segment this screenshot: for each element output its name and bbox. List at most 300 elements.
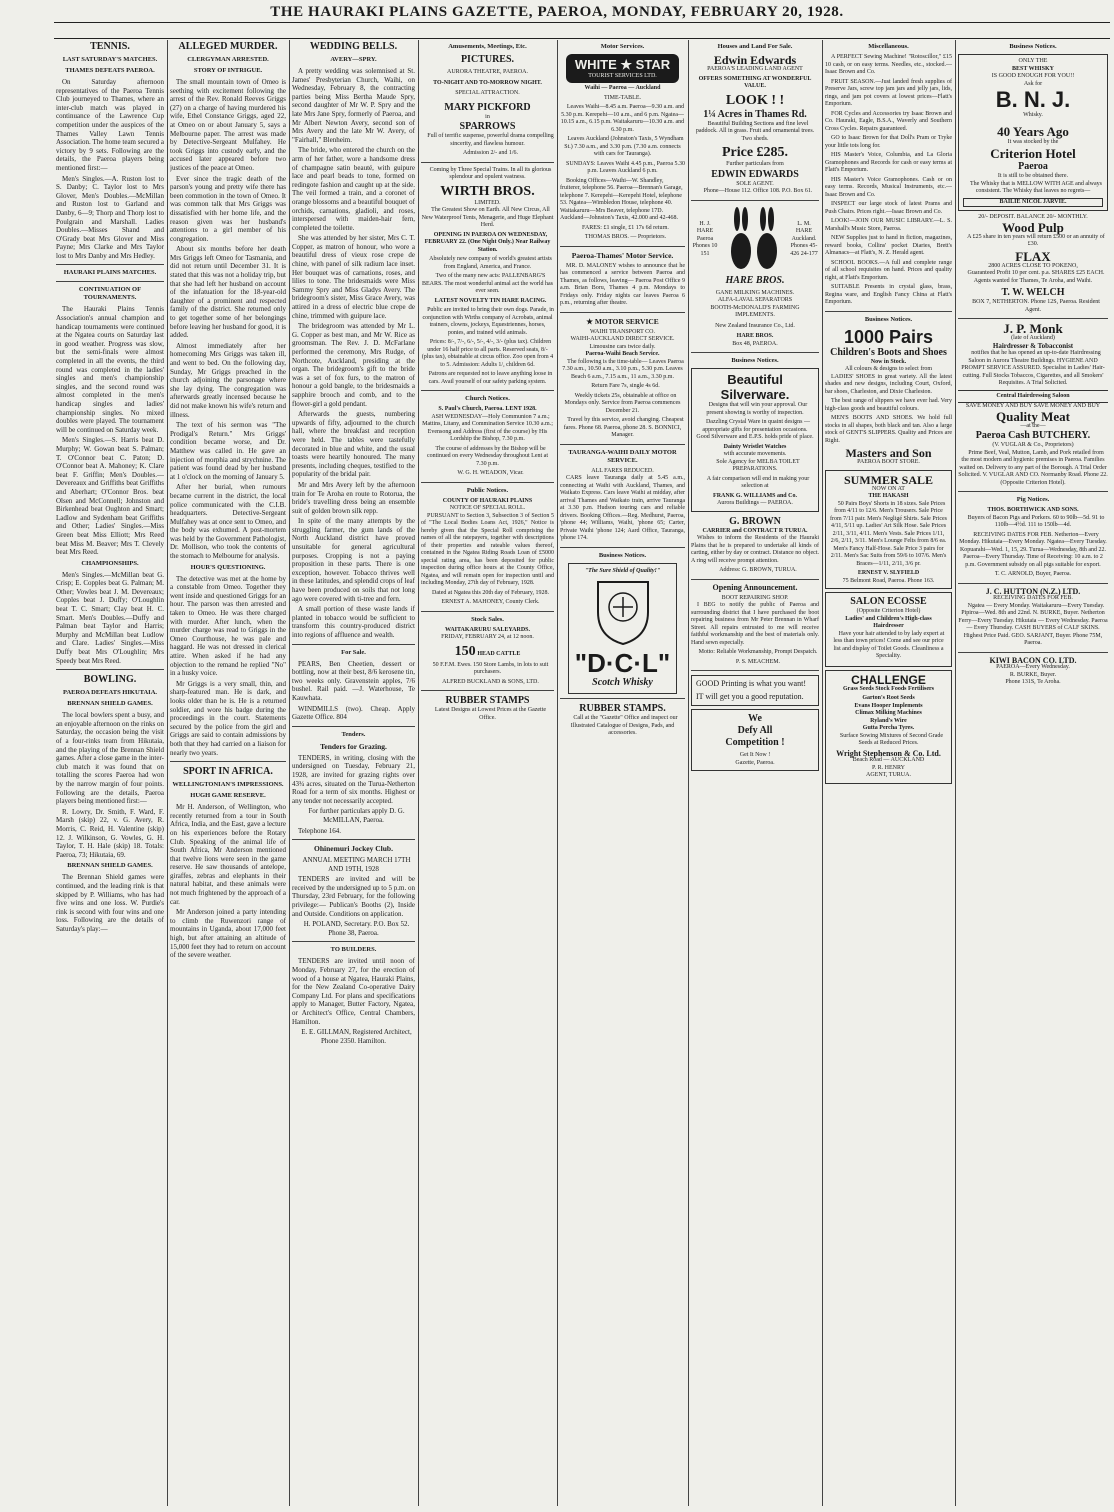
- ad-text: Ladies' and Children's High-class Hairdresser: [845, 615, 932, 629]
- subhead: STORY OF INTRIGUE.: [193, 67, 263, 74]
- ad-text: Absolutely new company of world's greatest artists from England, America, and France.: [429, 256, 552, 270]
- headline-wirth-bros: WIRTH BROS.: [440, 183, 535, 199]
- ad-text: Garton's Root Seeds: [862, 695, 915, 701]
- classified-ad: For further particulars apply D. G. McMILLAN, Paeroa.: [308, 807, 405, 824]
- classified-ad: FRUIT SEASON.—Just landed fresh supplies of Preserve Jars, screw top jam jars and jelly jars, lids, rings, and jam pot covers at lowest prices—Flatt's Emporium.: [825, 78, 952, 107]
- headline-rubber-stamps: RUBBER STAMPS.: [579, 703, 666, 714]
- ad-text: HARE BROS.: [736, 333, 774, 339]
- ad-text: OFFERS SOMETHING AT WONDERFUL VALUE.: [698, 75, 812, 89]
- headline-wedding-bells: WEDDING BELLS.: [309, 41, 398, 52]
- ad-text: "The Sure Shield of Quality!": [584, 567, 661, 574]
- article-text: About six months before her death Mrs Griggs left Omeo for Tasmania, and did not return until December 31. It is stated that this was not a holiday trip, but that she had left her husband on account of the infatuation for the 18-year-old daughter of a prominent and respected family of the district. She returned only to get together some of her belongings before leaving her husband for good, it is added.: [170, 245, 286, 340]
- ad-text: RECEIVING DATES FOR FEB. Netherton—Every Monday. Hikutaia—Every Monday. Ngatea—Every Tuesday. Kopuarahi—Wed. 1, 15, 29. Turua—Wednesday, 8th and 22. Paeroa—Every Thursday. Time of Receiving: 10 a.m. to 2 p.m. Government subsidy on all pigs suitable for export.: [959, 531, 1107, 568]
- ad-text: ASH WEDNESDAY—Holy Communion 7 a.m.; Mattins, Litany, and Commination Service 10.30 a.m.; Evensong and Address (first of the course) by His Lordship the Bishop, 7.30 p.m.: [422, 413, 553, 442]
- ad-text: Criterion Hotel: [990, 146, 1076, 161]
- article-text: Mr H. Anderson, of Wellington, who recently returned from a tour in South Africa, India, and the East, gave a lecture on his experiences before the Rotary Club. Speaking of the animal life of South Africa, Mr Anderson mentioned that twelve lions were seen in the game reserve. He saw thousands of antelope, giraffes, zebras and elephants in their natural habitat, and these animals were not much frightened by the approach of a car.: [170, 803, 286, 906]
- classified-ad: INSPECT our large stock of latest Prams and Push Chairs. Prices right.—Isaac Brown and Co.: [825, 201, 952, 215]
- ad-text: Children's Boots and Shoes: [830, 346, 947, 358]
- ad-text: I BEG to notify the public of Paeroa and surrounding district that I have purchased the boot repairing business from Mr Peter Brennan in Wharf Street. All repairs entrusted to me will receive faithful workmanship and the best of materials only. Hand sewn especially.: [691, 602, 819, 646]
- ad-text: A £25 share in ten years will return £500 or an annuity of £30.: [967, 233, 1105, 247]
- ad-text: —at the—: [1020, 422, 1046, 429]
- ad-text: WAIHI TRANSPORT CO.: [590, 328, 655, 335]
- ad-text: Motto: Reliable Workmanship, Prompt Despatch.: [698, 649, 818, 655]
- ad-text: THOS. BORTHWICK AND SONS.: [987, 507, 1079, 513]
- ad-text: IT will get you a good reputation.: [696, 692, 804, 701]
- section-business-notices: Business Notices.: [731, 357, 779, 364]
- article-text: Afterwards the guests, numbering upwards of fifty, adjourned to the church hall, where the breakfast and reception were held. The tables were tastefully decorated in blue and white, and the usual toasts were heartily honoured. The many presents, including cheques, testified to the popularity of the bridal pair.: [292, 410, 415, 479]
- headline-sport-africa: SPORT IN AFRICA.: [183, 766, 273, 778]
- ad-text: TO-NIGHT AND TO-MORROW NIGHT.: [433, 79, 542, 86]
- ad-text: PURSUANT to Section 3, Subsection 3 of Section 5 of "The Local Bodies Loans Act, 1926," Notice is hereby given that the Special Roll comprising the names of all the ratepayers, together with descriptions of their properties and rateable values thereof, contained in the Ngatea Riding Roads Loan of £5000 special rating area, has been deposited for public inspection during office hours at the County Office, Ngatea, and will remain open for inspection until and including Monday, 27th day of February, 1928.: [421, 512, 554, 586]
- column-wedding: [292, 40, 415, 1508]
- ad-film-title: SPARROWS: [459, 121, 516, 132]
- subhead: HUGH GAME RESERVE.: [190, 792, 266, 800]
- ad-text: Travel by this service, avoid changing. Cheapest fares. Phone 68. Paeroa, phone 28. S. BONNICI, Manager.: [563, 417, 684, 438]
- ad-text: TIME-TABLE.: [603, 94, 641, 101]
- ad-text: Coming by Three Special Trains. In all its glorious splendour and opulent vastness.: [429, 166, 552, 180]
- ad-text: Address: G. BROWN, TURUA.: [719, 567, 797, 573]
- classified-ad: SUITABLE Presents in crystal glass, brass, Regina ware, and English Fancy China at Flatt's Emporium.: [825, 284, 952, 305]
- ad-text: CARS leave Tauranga daily at 5.45 a.m., connecting at Waihi with Auckland, Thames, and Waikato Express. Cars leave Waihi at midday, after arrival Thames and Waikato train, arrive Tauranga at 3.30 p.m. Hudson touring cars and reliable drivers. Booking Offices.—Reg. Medhurst, Paeroa, 'phone 44; Williams, Waihi, 'phone 65; Carter, Private Waihi 'phone 124; Aard Office, Tauranga, 'phone 174.: [560, 475, 685, 541]
- ad-text: Further particulars from: [726, 161, 784, 167]
- ad-text: 1¼ Acres in Thames Rd.: [703, 108, 807, 120]
- ad-text: Now in Stock.: [870, 358, 907, 365]
- salon-ecosse-ad: [825, 592, 952, 667]
- ad-price: Price £285.: [721, 145, 789, 160]
- subhead: AVERY—SPRY.: [330, 56, 377, 63]
- star-icon: ★: [586, 316, 595, 326]
- ad-text: FLAX: [1015, 248, 1051, 264]
- ad-text: The following is the time-table— Leaves Paeroa 7.30 a.m., 10.50 a.m., 3.10 p.m., 5.30 p.m. Leaves Beach 6 a.m., 7.15 a.m., 11 a.m., 3.30 p.m.: [562, 358, 684, 380]
- ad-text: T. C. ARNOLD, Buyer, Paeroa.: [994, 571, 1072, 577]
- section-kicker: Motor Services.: [600, 43, 645, 50]
- ad-text: MEN'S BOOTS AND SHOES. We hold full stocks in all shapes, both black and tan. Also a large stock of GENT'S SLIPPERS. Quality and Prices are Right.: [825, 415, 952, 444]
- ad-text: MR. D. MALONEY wishes to announce that he has commenced a service between Paeroa and Thames, as follows, leaving— Paeroa Post Office 9 a.m. Brian Boru, Thames 4 p.m. Mondays to Fridays only. Friday nights car leaves Paeroa 6 p.m., returning after theatre.: [560, 262, 685, 306]
- article-text: Men's Singles.—McMillan beat G. Crisp; E. Copples beat G. Palman; M. Other; Vowles beat J. M. Devereaux; Copples beat J. Duffy; O'Loughlin beat T. C. Smart; Clay beat H. C. Smart. Men's Doubles.—Duffy and Palman beat Taylor and Harris; Murphy and McMillan beat Ludlow and Clare. Ladies' Singles.—Miss Duffy beat Mrs O'Loughlin; Mrs Speedy beat Mrs Reed.: [56, 570, 164, 665]
- ad-text: SPECIAL ATTRACTION.: [455, 90, 520, 96]
- ad-text: Hairdresser & Tobacconist: [992, 341, 1074, 350]
- article-text: The Brennan Shield games were continued, and the leading rink is that skipped by P. Williams, who has had five wins and one loss. W. Purdie's rink is second with four wins and one loss. Following are the details of Saturday's play:—: [56, 873, 164, 933]
- ad-text: Phone—House 112. Office 108. P.O. Box 61.: [703, 188, 813, 194]
- ad-text: Latest Designs at Lowest Prices at the Gazette Office.: [434, 707, 547, 721]
- ad-text: SUMMER SALE: [843, 472, 933, 487]
- ad-text: WAIHI-AUCKLAND DIRECT SERVICE.: [570, 336, 675, 342]
- ad-text: S. Paul's Church, Paeroa. LENT 1928.: [438, 406, 537, 412]
- section-kicker: Amusements, Meetings, Etc.: [448, 43, 527, 50]
- ad-text: 1000 Pairs: [843, 326, 934, 347]
- classified-ad: Telephone 164.: [298, 826, 342, 835]
- subhead: BRENNAN SHIELD GAMES.: [67, 700, 153, 708]
- article-text: A small portion of these waste lands if planted in tobacco would be sufficient to transform this country-produced district into regions of affluence and wealth.: [292, 605, 415, 639]
- ad-text: Leaves Waihi—8.45 a.m. Paeroa—9.30 a.m. and 5.30 p.m. Kerepehi—10 a.m., and 6 p.m. Ngatea—10.15 a.m., 6.15 p.m. Waitakaruru—10.30 a.m. and 6.30 p.m.: [560, 104, 685, 133]
- headline-edwin-edwards: Edwin Edwards: [713, 53, 797, 67]
- ad-text: Evans Hooper Implements: [854, 702, 923, 709]
- ad-text: PAEROA—Every Wednesday.: [996, 664, 1070, 670]
- subhead: PAEROA DEFEATS HIKUTAIA.: [62, 689, 158, 697]
- ad-text: New Zealand Insurance Co., Ltd.: [715, 322, 795, 329]
- ad-text: IS GOOD ENOUGH FOR YOU!!: [991, 73, 1075, 79]
- column-separator: [418, 40, 419, 1506]
- ad-text: Sole Agency for MELBA TOILET PREPARATIONS.: [716, 458, 800, 472]
- classified-ad: SCHOOL BOOKS.—A full and complete range of all school requisites on hand. Prices and quality right, at Flatt's Emporium.: [825, 259, 952, 281]
- ad-text: OPENING IN PAEROA ON WEDNESDAY, FEBRUARY 22. (One Night Only.) Near Railway Station.: [424, 231, 551, 253]
- challenge-seeds-ad: [825, 670, 952, 784]
- ad-brand: B. N. J.: [995, 87, 1071, 112]
- ad-text: Whisky.: [1023, 112, 1043, 118]
- ad-text: The Whisky that is MELLOW WITH AGE and always consistent. The Whisky that leaves no regrets—: [970, 180, 1102, 194]
- ad-text: with accurate movements.: [723, 451, 787, 457]
- headline-bowling: BOWLING.: [83, 674, 137, 686]
- ad-text: SALON ECOSSE: [850, 596, 927, 607]
- article-text: A pretty wedding was solemnised at St. James' Presbyterian Church, Waihi, on Wednesday, February 8, the contracting parties being Miss Bertha Maude Spry, second daughter of Mr W. P. Spry and the late Mrs Jane Spry, formerly of Paeroa, and Mr Albert Newton Avery, second son of Mrs Avery and the late Mr W. Avery, of "Fairhall," Blenheim.: [292, 67, 415, 144]
- classified-ad: FOR Cycles and Accessories try Isaac Brown and Co. Hauraki, Eagle, B.S.A., Waverly and Southern Cross Cycles. Repairs guaranteed.: [825, 110, 952, 132]
- headline-motor-service: [560, 317, 685, 326]
- article-text: The text of his sermon was "The Prodigal's Return." Mrs Griggs' condition became worse, and Dr. Matthew was called in. He gave an injection of morphia and strychnine. The patient was found dead by her husband at 1 o'clock on the morning of January 5.: [170, 421, 286, 481]
- ad-text: (Opposite Criterion Hotel): [856, 608, 921, 614]
- ad-text: P. R. HENRY: [871, 764, 905, 771]
- ad-text: Ngatea — Every Monday. Waitakaruru—Every Tuesday. Pipiroa—Wed. 8th and 22nd. N. BURKE, Buyer. Netherton Ferry—Every Tuesday. Hikutaia — Every Wednesday. Paeroa— Every Thursday. CASH BUYERS of CALF SKINS. Highest Price Paid. GEO. SARJANT, Buyer. Phone 75M, Paeroa.: [958, 602, 1108, 646]
- column-tennis: [56, 40, 164, 1508]
- ad-text: 2800 ACRES CLOSE TO POKENO,: [988, 262, 1078, 269]
- column-rule: [54, 38, 1110, 39]
- ad-text: The course of addresses by the Bishop will be continued on every Wednesday throughout Lent at 7.30 p.m.: [426, 445, 549, 467]
- ad-text: Buyers of Bacon Pigs and Porkers. 60 to 90lb—5d. 91 to 110lb—4½d. 111 to 150lb—4d.: [967, 514, 1105, 528]
- column-separator: [688, 40, 689, 1506]
- ad-text: Get It Now !: [739, 752, 771, 758]
- subhead: CLERGYMAN ARRESTED.: [187, 56, 269, 63]
- classified-ad: WINDMILLS (two). Cheap. Apply Gazette Office. 804: [292, 704, 415, 722]
- ad-text: Have your hair attended to by lady expert at less than town prices! Come and see our price list and display of Toilet Goods. Cleanliness a Speciality.: [833, 630, 945, 659]
- ad-text: HEAD CATTLE: [477, 650, 521, 657]
- column-separator: [822, 40, 823, 1506]
- ad-text: LADIES' SHOES in great variety. All the latest shades and new designs, including Court, Oxford, bar shoes, Charleston, and Dixie Charleston.: [825, 373, 952, 395]
- ad-text: GOOD Printing is what you want!: [696, 679, 806, 688]
- hares-logo-icon: [723, 205, 785, 275]
- ad-text: AURORA THEATRE, PAEROA.: [446, 69, 528, 75]
- boots-shoes-ad: [825, 327, 952, 374]
- ad-text: NOW ON AT: [872, 485, 905, 492]
- ad-text: RECEIVING DATES FOR FEB.: [993, 595, 1073, 601]
- subhead: WELLINGTONIAN'S IMPRESSIONS.: [172, 781, 284, 789]
- logo-text: WHITE ★ STAR: [574, 57, 671, 72]
- ad-text: Wishes to inform the Residents of the Hauraki Plains that he is prepared to undertake all kinds of carting, either by day or contract. Distance no object. A ring will receive prompt attention.: [691, 535, 819, 564]
- ad-text: R. BURKE, Buyer.: [1009, 671, 1057, 678]
- section-kicker: Business Notices.: [1009, 43, 1057, 50]
- ad-text: FRIDAY, FEBRUARY 24, at 12 noon.: [441, 634, 534, 640]
- ad-brand: "D·C·L": [574, 648, 671, 678]
- subhead: CONTINUATION OF TOURNAMENTS.: [78, 286, 142, 302]
- classified-ad: HIS Master's Voice, Columbia, and La Gloria Gramophones and Records for cash or easy terms at Flatt's Emporium.: [825, 152, 952, 173]
- ad-text: 50 F.F.M. Ewes. 150 Store Lambs, in lots to suit purchasers.: [432, 661, 549, 675]
- ad-text: PAEROA'S LEADING LAND AGENT: [707, 66, 803, 72]
- ad-text: EDWIN EDWARDS: [711, 168, 799, 180]
- section-business-notices: Business Notices.: [598, 551, 647, 559]
- competition-ad: [691, 709, 819, 771]
- article-text: Mr and Mrs Avery left by the afternoon train for Te Aroha en route to Rotorua, the bride's travelling dress being an ensemble suit of golden brown silk repp.: [292, 480, 415, 515]
- classified-ad: TENDERS are invited and will be received by the undersigned up to 5 p.m. on Thursday, 23rd February, for the following privilege:— Publican's Booths (2), Inside and Outside. Conditions on application.: [292, 875, 415, 918]
- ad-text: BAILIE NICOL JARVIE.: [963, 198, 1103, 208]
- classified-ad: A PERFECT Sewing Machine! "Rotoscillor," £15 10 cash, or on easy terms. Needles, etc., stocked.—Isaac Brown and Co.: [825, 54, 952, 75]
- section-business-notices: Business Notices.: [864, 315, 913, 323]
- headline-rubber-stamps: RUBBER STAMPS: [445, 695, 530, 706]
- ad-text: Beach Road — AUCKLAND: [852, 757, 925, 763]
- ad-text: KIWI BACON CO. LTD.: [989, 655, 1077, 665]
- ad-text: Dated at Ngatea this 20th day of February, 1928.: [432, 589, 549, 596]
- ad-text: Masters and Son: [845, 446, 932, 460]
- ad-text: PAEROA BOOT STORE.: [857, 459, 920, 465]
- article-text: Mr Anderson joined a party intending to climb the Ruwenzori range of mountains in Uganda, about 17,000 feet high, but after attaining an altitude of 15,000 feet they had to return on account of the severe weather.: [170, 908, 286, 960]
- white-star-logo: [566, 54, 679, 83]
- article-text: Men's Singles.—S. Harris beat D. Murphy; W. Gowan beat S. Palman; T. O'Connor beat C. Paton; D. O'Connor beat A. Mahoney; K. Clare beat F. Griffin; Men's Doubles.—Devereaux and Griffiths beat Griffiths and Aberhart; O'Connor Bros. beat Olsen and McConnell; Johnston and Birkenhead beat Oughton and Smart; Ladlow and Sydenham beat Griffiths and Other; Ladies' Singles.—Miss Green beat Miss Elliott; Mrs Reed beat Miss M. Beaver; Mrs T. Clevely beat Mrs Reed.: [56, 436, 164, 557]
- ad-text: P. S. MEACHEM.: [735, 658, 781, 665]
- column-amusements: [421, 40, 554, 1508]
- classified-ad: H. POLAND, Secretary. P.O. Box 52. Phone 38, Paeroa.: [303, 920, 410, 937]
- headline-tauranga-waihi: TAURANGA-WAIHI DAILY MOTOR SERVICE.: [568, 448, 677, 464]
- section-public-notices: Public Notices.: [466, 486, 509, 494]
- ad-text: COUNTY OF HAURAKI PLAINS: [442, 497, 533, 504]
- ad-text: FARES: £1 single, £1 17s 6d return.: [582, 224, 669, 231]
- ad-text: Gutta Percha Tyres.: [862, 725, 915, 731]
- summer-sale-ad: [825, 470, 952, 590]
- section-tenders: Tenders.: [341, 730, 366, 738]
- column-murder: [170, 40, 286, 1508]
- headline-paeroa-thames: Paeroa-Thames' Motor Service.: [571, 250, 674, 260]
- ad-text: 150: [454, 643, 476, 659]
- ad-text: THE HAKASH: [868, 493, 909, 499]
- ad-text: Call at the "Gazette" Office and inspect our Illustrated Catalogue of Designs, Pads, and accessories.: [570, 715, 678, 736]
- ad-text: SAVE MONEY AND BUY SAVE MONEY AND BUY: [965, 403, 1101, 409]
- column-houses-land: [691, 40, 819, 1508]
- ad-text: Beautiful Silverware.: [720, 372, 790, 402]
- classified-ad: TENDERS are invited until noon of Monday, February 27, for the erection of wood of a house at Ngatea, Hauraki Plains, for the New Zealand Co-operative Dairy Company Ltd. For plans and specifications apply to Manager, Butter Factory, Ngatea, or Architect's Office, Central Chambers, Hamilton.: [292, 957, 415, 1026]
- ad-text: The Greatest Show on Earth. All New Circus, All New Waterproof Tents, Menagerie, and Huge Elephant Herd.: [421, 207, 554, 228]
- ad-text: A fair comparison will end in making your selection at: [706, 475, 810, 489]
- ad-text: Surface Sowing Mixtures of Second Grade Seeds at Reduced Prices.: [839, 732, 944, 746]
- classified-ad: HIS Master's Voice Gramophones. Cash or on easy terms. Records, Musical Instruments, etc.—Isaac Brown and Co.: [825, 176, 952, 198]
- subhead: THAMES DEFEATS PAEROA.: [65, 67, 155, 74]
- ad-text: Wright Stephenson & Co. Ltd.: [836, 748, 941, 758]
- ad-text: Ryland's Wire: [870, 717, 907, 724]
- headline-jockey-club: Ohinemuri Jockey Club.: [314, 844, 393, 854]
- dcl-whisky-ad: [568, 563, 677, 695]
- ad-text: The best range of slippers we have ever had. Very high-class goods and beautiful colours.: [825, 398, 952, 412]
- printing-ad: [691, 675, 819, 706]
- ad-text: BEST WHISKY: [1012, 65, 1054, 72]
- classified-ad: PEARS, Ben Cheetien, dessert or bottling, now at their best, 8/6 kerosene tin, two weeks only. Gravenstein apples, 7/6 bushel. Rail paid. —J. Waterhouse, Te Kauwhata.: [292, 659, 415, 702]
- masthead: THE HAURAKI PLAINS GAZETTE, PAEROA, MONDAY, FEBRUARY 20, 1928.: [270, 4, 844, 20]
- ad-text: Beautiful Building Sections and fine level paddock. All in grass. Fruit and ornamental trees. Two sheds.: [695, 120, 815, 142]
- ad-text: Booking Offices—Waihi—W. Shandley, fruiterer, telephone 56. Paeroa—Brennan's Garage, telephone 7. Kerepehi—Kerepehi Hotel, telephone 53. Ngatea—Wimbledon House, telephone 40. Waitakaruru—Mrs Beaver, telephone 17D. Auckland—Johnston's Taxis, 42.000 and 42-468.: [560, 177, 683, 221]
- ad-text: Box 48, PAEROA.: [732, 340, 778, 347]
- ad-text: Admission 2/- and 1/6.: [463, 150, 518, 156]
- article-text: The bridegroom was attended by Mr L. G. Copper as best man, and Mr W. Rice as groomsman. The Rev. J. D. McFarlane performed the ceremony, Mrs Rudge, of Northcote, Auckland, presiding at the organ. The bridegroom's gift to the bride was a set of fox furs, to the matron of honour a gold bangle, to the bridesmaids a sapphire brooch and comb, and to the flower-girl a gold pendant.: [292, 322, 415, 408]
- masthead-rule: [54, 22, 1110, 23]
- column-motor-services: [560, 40, 685, 1508]
- ad-text: Public are invited to bring their own dogs. Parade, in conjunction with Wirths company of Acrobats, animal trainers, clowns, jockeys, Equestriennes, horses, ponies, and trained wild animals.: [422, 307, 554, 336]
- ad-text: 75 Belmont Road, Paeroa. Phone 163.: [842, 577, 935, 584]
- classified-ad: NEW Supplies just to hand in fiction, magazines, reward books, Collins' pocket Diaries, Brett's Almanacs—at Flatt's, N. Z. Herald agent.: [825, 235, 952, 256]
- ad-text: Central Hairdressing Saloon: [958, 390, 1108, 404]
- section-for-sale: For Sale.: [341, 648, 366, 656]
- ad-text: L. M. HARE Auckland. Phones 45-426 24-177: [790, 220, 818, 257]
- article-text: Ever since the tragic death of the parson's young and pretty wife there has been commotion in the town of Omeo. It was common talk that Mrs Griggs was dissatisfied with her home life, and the reason given was her husband's attentions to a girl member of his congregation.: [170, 174, 286, 243]
- ad-text: Grass Seeds Stock Foods Fertilisers: [843, 685, 934, 692]
- ad-text: Climax Milking Machines: [855, 710, 922, 716]
- ad-text: 50 Pairs Boys' Shorts in 18 sizes. Sale Prices from 4/11 to 12/6. Men's Trousers. Sale Price from 7/11 pair. Men's Negligé Shirts. Sale Prices 4/11, 5/11 up. Ladies' Art Silk Hose. Sale Prices 2/11, 3/11, 4/11. Men's Vests. Sale Prices 1/11, 2/6, 2/11, 3/11. Men's Lounge Felts from 8/6 ea. Men's Fancy Half-Hose. Sale Price 3 pairs for 2/11. Men's Sac Suits from 59/6 to 107/6. Men's Braces—1/11, 2/11, 3/6 pr.: [830, 500, 948, 567]
- ad-text: Paeroa-Waihi Beach Service.: [585, 351, 660, 357]
- ad-text: Full of terrific suspense, powerful drama compelling sincerity, and flawless humour.: [427, 133, 554, 147]
- headline-alleged-murder: ALLEGED MURDER.: [178, 41, 278, 52]
- ad-text: 40 Years Ago: [997, 123, 1069, 139]
- ad-text: Wood Pulp: [1002, 219, 1064, 235]
- ad-text: All colours & designs to select from: [845, 366, 932, 372]
- ad-text: HARE BROS.: [725, 274, 785, 286]
- ad-text: CHALLENGE: [851, 672, 926, 687]
- ad-text: LATEST NOVELTY TIN HARE RACING.: [434, 297, 547, 304]
- ad-text: Designs that will win your approval. Our present showing is worthy of inspection.: [706, 402, 808, 416]
- ad-text: BOX 7, NETHERTON. Phone 12S, Paeroa. Resident Agent.: [972, 299, 1100, 313]
- ad-text: Patrons are requested not to leave anything loose in cars. Avail yourself of our safety parking system.: [428, 371, 553, 385]
- section-church: Church Notices.: [465, 395, 510, 402]
- subhead: CHAMPIONSHIPS.: [81, 559, 139, 567]
- subhead: LAST SATURDAY'S MATCHES.: [62, 56, 158, 63]
- column-miscellaneous: [825, 40, 952, 1508]
- article-text: Men's Singles.—A. Ruston lost to S. Danby; C. Taylor lost to Mrs Glover, Men's Doubles.—McMillan and Ruston lost to Garland and Danby, 6—9; Thorp and Thorp lost to Poulgrain and Marshall. Ladies Doubles.—Misses Shand and O'Grady beat Mrs Glover and Miss Payne; Mrs Clarke and Mrs Taylor lost to Mrs Danby and Mrs Hedley.: [56, 174, 164, 260]
- ad-text: Prime Beef, Veal, Mutton, Lamb, and Pork retailed from the most modern and hygienic premises in Paeroa. Families waited on. Delivery to any part of the Borough. A Trial Order Solicited. V. VUGLAR AND CO. Normanby Road. Phone 22. (Opposite Criterion Hotel).: [958, 449, 1108, 486]
- ad-text: Weekly tickets 25s, obtainable at office on Mondays only. Service from Paeroa commences December 21.: [564, 392, 681, 414]
- ad-text: Paeroa: [1018, 161, 1048, 172]
- ad-text: J. P. Monk: [1003, 321, 1063, 336]
- article-text: R. Lowry, Dr. Smith, F. Ward, F. Marsh (skip) 22, v. G. Avery, R. Morris, C. Reid, H. Valentine (skip) 12. J. Wilkinson, G. Vowles, G. H. Taylor, T. H. Hale (skip) 18. Totals: Paeroa, 73; Hikutaia, 69.: [56, 807, 164, 859]
- ad-text: GANE MILKING MACHINES.: [715, 289, 795, 296]
- ad-text: Phone 131S, Te Aroha.: [1005, 679, 1061, 685]
- ad-text: FRANK G. WILLIAMS and Co.: [713, 492, 797, 499]
- article-text: The local bowlers spent a busy, and an enjoyable afternoon on the rinks on Saturday, the occasion being the visit of a four-rinks team from Hikutaia, and the playing of the Brennan Shield games. After a close game in the inter-club match it was found that on totalling the scores Paeroa had won by the narrow margin of four points. Following are the details, Paeroa players being mentioned first:—: [56, 711, 164, 806]
- ad-text: Limousine cars twice daily.: [589, 343, 656, 350]
- ad-text: LOOK ! !: [725, 92, 785, 108]
- ad-text: BOOT REPAIRING SHOP.: [721, 594, 789, 601]
- article-text: After her burial, when rumours became current in the district, the local police communicated with the C.I.B. headquarters. Detective-Sergeant Mulfahey was at once sent to Omeo, and the body was exhumed. A post-mortem was held by the Government Pathologist, Dr. Mollison, who took the contents of the stomach to Melbourne for analysis.: [170, 483, 286, 561]
- ad-text: SUNDAYS: Leaves Waihi 4.45 p.m., Paeroa 5.30 p.m. Leaves Auckland 6 p.m.: [566, 160, 685, 174]
- ad-text: It is still to be obtained there.: [997, 173, 1069, 179]
- headline-tenders-grazing: Tenders for Grazing.: [320, 741, 387, 751]
- ad-text: THOMAS BROS. — Proprietors.: [584, 234, 667, 240]
- article-text: Mr Griggs is a very small, thin, and sharp-featured man. He is dark, and looks older than he is. He is a returned soldier, and wore his badge during the proceedings in the court. Statements secured by the police from the girl and Griggs are said to contain admissions by both that they had carried on a liaison for nearly two years.: [170, 679, 286, 757]
- column-separator: [289, 40, 290, 1506]
- classified-ad: TENDERS, in writing, closing with the undersigned on Tuesday, February 21, 1928, are invited for grazing rights over 43¾ acres, situated on the Turua-Netherton Road for a term of six months. Highest or any tender not necessarily accepted.: [292, 753, 415, 805]
- classified-ad: GO to Isaac Brown for that Doll's Pram or Tryke your little tots long for.: [825, 135, 952, 149]
- headline-to-builders: TO BUILDERS.: [330, 946, 377, 954]
- article-text: The Hauraki Plains Tennis Association's annual champion and handicap tournaments were continued at the Ngatea courts on Saturday last in good weather. Progress was slow, but the semi-finals were almost completed in all the events, the third round was completed in the ladies' singles and men's championship singles, and the second round was almost completed in the men's handicap singles and ladies' championship singles. No mixed doubles were played. The tournament will be continued on Saturday week.: [56, 305, 164, 434]
- ad-text: Two of the many new acts: PALLENBARG'S BEARS. The most wonderful animal act the world has ever seen.: [421, 273, 554, 294]
- ad-text: W. G. H. WEADON, Vicar.: [457, 470, 524, 476]
- section-pig-notices: Pig Notices.: [1016, 496, 1050, 503]
- subhead: BRENNAN SHIELD GAMES.: [67, 862, 153, 870]
- ad-text: Defy All: [737, 725, 773, 736]
- ad-text: Return Fare 7s, single 4s 6d.: [591, 383, 660, 389]
- ad-text: Quality Meat: [995, 408, 1070, 424]
- ad-text: Gazette, Paeroa.: [735, 759, 775, 766]
- ad-text: BOOTH-McDONALD'S FARMING IMPLEMENTS.: [710, 304, 800, 318]
- ad-text: We: [748, 713, 762, 724]
- subhead: HOUR'S QUESTIONING.: [190, 563, 266, 571]
- ad-text: J. C. HUTTON (N.Z.) LTD.: [985, 586, 1081, 596]
- headline-tennis: TENNIS.: [90, 41, 130, 52]
- ad-text: ALFA-LAVAL SEPARATORS: [717, 297, 793, 303]
- ad-text: Aurora Buildings — PAEROA.: [717, 500, 793, 506]
- ad-text: ONLY THE: [1018, 58, 1048, 64]
- ad-text: (late of Auckland): [1011, 335, 1055, 341]
- ad-text: ALFRED BUCKLAND & SONS, LTD.: [442, 678, 539, 685]
- ad-text: ERNEST V. SLYFIELD: [857, 570, 920, 576]
- column-business-notices: [958, 40, 1108, 1508]
- headline-text: MOTOR SERVICE: [594, 316, 659, 326]
- article-text: The bride, who entered the church on the arm of her father, wore a handsome dress of champagne satin beauté, with guipure lace and pearl beads to tone, formed on redingote fashion and caught up at the side. The veil formed a train, and a coronet of orange blossoms and a beautiful bouquet of orchids, carnations, gladioli, and roses, interspersed with maiden-hair fern, completed the toilette.: [292, 146, 415, 232]
- article-text: The small mountain town of Omeo is seething with excitement following the arrest of the Rev. Ronald Reeves Griggs (27) on a charge of having murdered his wife, Ethel Constance Griggs, aged 22, at Omeo on or about January 5, says a Melbourne paper. The arrest was made by Detective-Sergeant Mulfahey. He took Griggs into custody early, and the accused later appeared before two justices of the peace at Omeo.: [170, 78, 286, 172]
- ad-text: CARRIER and CONTRACT R TURUA.: [702, 527, 808, 534]
- ad-text: Leaves Auckland (Johnston's Taxis, 5 Wyndham St.) 7.30 a.m., and 3.30 p.m. (7.30 a.m. connects with cars for Tauranga).: [564, 136, 684, 157]
- ad-text: NOTICE OF SPECIAL ROLL.: [449, 505, 526, 511]
- ad-text: in: [485, 113, 490, 120]
- column-separator: [167, 40, 168, 1506]
- logo-text: TOURIST SERVICES LTD.: [588, 73, 657, 79]
- column-separator: [955, 40, 956, 1506]
- ad-text: H. J. HARE Paeroa Phones 10 151: [692, 220, 718, 257]
- ad-text: It was stocked by the: [1007, 138, 1059, 145]
- ad-text: G. BROWN: [729, 515, 781, 527]
- ad-text: Waihi — Paeroa — Auckland: [584, 85, 661, 91]
- ad-text: Dainty Wristlet Watches: [723, 443, 787, 450]
- subhead: HAURAKI PLAINS MATCHES.: [63, 269, 157, 277]
- ad-text: 20/- DEPOSIT. BALANCE 20/- MONTHLY.: [978, 214, 1088, 220]
- ad-text: (V. VUGLAR & Co., Proprietors): [992, 442, 1074, 448]
- classified-ad: E. E. GILLMAN, Registered Architect, Phone 2350. Hamilton.: [301, 1028, 412, 1045]
- ad-text: LIMITED.: [474, 199, 501, 206]
- article-text: Almost immediately after her homecoming Mrs Griggs was taken ill, and went to bed. On the following day, Sunday, Mr Griggs preached in the church adjoining the parsonage where she lay dying. The congregation was afterwards greatly incensed because he did not make known his wife's return and illness.: [170, 341, 286, 419]
- silverware-ad: [691, 368, 819, 512]
- ad-text: Prices: 8/-, 7/-, 6/-, 5/-, 4/-, 3/- (plus tax). Children under 16 half price to all parts. Reserved seats, 8/- (plus tax), obtainable at circus office. Zoo open from 4 to 5. Admission: Adults 1/, children 6d.: [421, 339, 554, 368]
- shield-icon: [593, 577, 653, 647]
- ad-text: Guaranteed Profit 10 per cent. p.a. SHARES £25 EACH. Agents wanted for Thames, Te Aroha, and Waihi.: [967, 270, 1105, 284]
- article-text: In spite of the many attempts by the struggling farmer, the gum lands of the North Auckland district have proved unsuitable for general agricultural purposes. Cropping is not a paying proposition in these parts. There is one exception, however. Tobacco thrives well in these latitudes, and splendid crops of leaf have been produced on soils that not long ago were covered with ti-tree and fern.: [292, 517, 415, 603]
- ad-star-name: MARY PICKFORD: [444, 101, 531, 113]
- column-separator: [557, 40, 558, 1506]
- bnj-whisky-ad: [958, 54, 1108, 211]
- ad-text: Competition !: [725, 737, 785, 748]
- ad-text: WAITAKARURU SALEYARDS.: [444, 626, 531, 633]
- ad-text: AGENT, TURUA.: [866, 772, 911, 778]
- classified-ad: LOOK!—JOIN OUR MUSIC LIBRARY.—L. S. Marshall's Music Store, Paeroa.: [825, 218, 952, 232]
- article-text: The detective was met at the home by a constable from Omeo. Together they went inside and questioned Griggs for an hour. The parson was then arrested and taken to Omeo. He was there charged with murder. After lunch, when the murder charge was read to Griggs in the Omeo Courthouse, he was pale and haggard. He was not dressed in clerical attire. When asked if he had any objection to the remand he replied "No" in a husky voice.: [170, 574, 286, 678]
- section-kicker: Miscellaneous.: [868, 43, 909, 50]
- ad-text: Opening Announcement.: [712, 582, 798, 592]
- classified-ad: ANNUAL MEETING MARCH 17TH AND 19TH, 1928: [302, 856, 411, 873]
- section-kicker: Houses and Land For Sale.: [717, 43, 793, 50]
- ad-text: Scotch Whisky: [592, 677, 653, 688]
- ad-text: Ask for: [1023, 80, 1043, 87]
- ad-text: Paeroa Cash BUTCHERY.: [975, 430, 1091, 441]
- ad-text: notifies that he has opened an up-to-date Hairdressing Saloon in Aurora Theatre Buildings. HYGIENE AND PROMPT SERVICE ASSURED. Specialist in Ladies' Hair-cutting. Full Stocks Tobaccos, Cigarettes, and all Smokers' Requisites. A Trial Solicited.: [961, 350, 1105, 386]
- ad-text: ERNEST A. MAHONEY, County Clerk.: [441, 599, 540, 605]
- ad-text: Dazzling Crystal Ware in quaint designs — appropriate gifts for presentation occasions. Good Silverware and E.P.S. holds pride of place.: [696, 419, 814, 440]
- ad-text: SOLE AGENT.: [736, 180, 774, 187]
- article-text: She was attended by her sister, Mrs C. T. Copper, as matron of honour, who wore a beautiful dress of vieux rose crepe de chine, with panel of silk radium lace inset. Her bouquet was of carnations, roses, and lilies to tone. The bridesmaids were Miss Sammy Spry and Miss Gladys Avery. The bridegroom's sister, Miss Grace Avery, was attired in a dress of electric blue crepe de chine, trimmed with guipure lace.: [292, 234, 415, 320]
- article-text: On Saturday afternoon representatives of the Paeroa Tennis Club journeyed to Thames, where an inter-club match was played in continuance of the Lawrence Cup competition under the auspices of the Thames Valley Lawn Tennis Association. The home team secured a victory by 9 sets. Following are the details, the Paeroa players being mentioned first:—: [56, 78, 164, 172]
- hare-bros-ad: [691, 205, 819, 275]
- ad-text: T. W. WELCH: [1001, 287, 1065, 298]
- headline-pictures: PICTURES.: [460, 54, 515, 65]
- section-stock-sales: Stock Sales.: [471, 615, 504, 623]
